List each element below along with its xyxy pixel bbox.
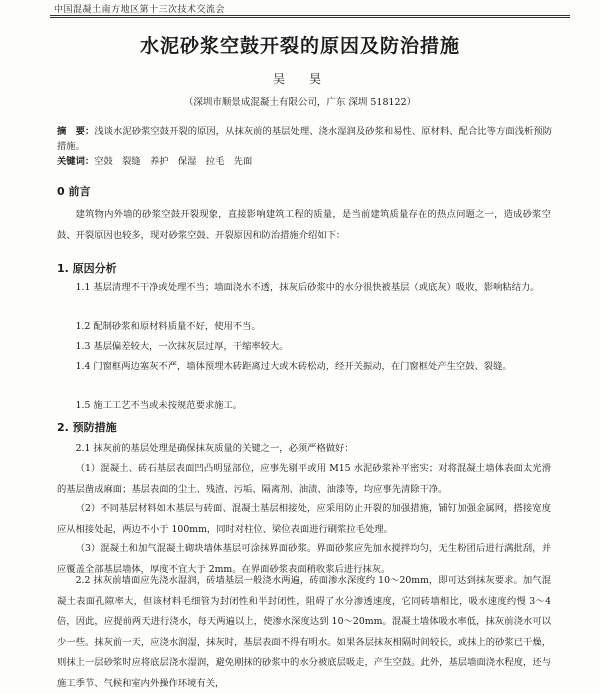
paragraph-2-1: 2.1 抹灰前的基层处理是确保抹灰质量的关键之一，必须严格做好： bbox=[75, 443, 354, 454]
paragraph-1-5: 1.5 施工工艺不当或未按规范要求施工。 bbox=[75, 400, 243, 411]
section-heading-1: 1. 原因分析 bbox=[57, 262, 117, 275]
section-heading-2: 2. 预防措施 bbox=[57, 421, 117, 434]
abstract-label: 摘 要： bbox=[57, 126, 95, 137]
paragraph-2-1-3: （3）混凝土和加气混凝土砌块墙体基层可涂抹界面砂浆。界面砂浆应先加水搅拌均匀，无生粉团后进行满批刮，并应覆盖全部基层墙体，厚度不宜大于 2mm。在界面砂浆表面稍收浆后进行抹灰。 bbox=[57, 543, 551, 575]
paper-title: 水泥砂浆空鼓开裂的原因及防治措施 bbox=[139, 35, 460, 57]
affiliation: （深圳市顺景成混凝土有限公司，广东 深圳 518122） bbox=[183, 97, 417, 108]
section-heading-0: 0 前言 bbox=[57, 185, 91, 198]
paragraph-2-2: 2.2 抹灰前墙面应先浇水湿润，砖墙基层一般浇水两遍，砖面渗水深度约 10～20mm，即可达到抹灰要求。加气混凝土表面孔隙率大，但该材料毛细管为封闭性和半封闭性，阻碍了水分渗透速度，它同砖墙相比，吸水速度约慢 3～4 倍，因此，应提前两天进行浇水，每天两遍以上，使渗水深度达到 10～20mm。混凝土墙体吸水率低，抹灰前浇水可以少一些。抹灰前一天，应浇水润湿，抹灰时，基层表面不得有明水。如果各层抹灰相隔时间较长，或抹上的砂浆已干燥，则抹上一层砂浆时应将底层浇水湿润，避免刚抹的砂浆中的水分被底层吸走，产生空鼓。此外，基层墙面浇水程度，还与施工季节、气候和室内外操作环境有关， bbox=[57, 575, 551, 689]
header-rule-double bbox=[50, 17, 570, 18]
paragraph-1-3: 1.3 基层偏差较大，一次抹灰层过厚，干缩率较大。 bbox=[75, 341, 289, 352]
paragraph-1-4: 1.4 门窗框两边塞灰不严，墙体预埋木砖距离过大或木砖松动，经开关振动，在门窗框处产生空鼓、裂缝。 bbox=[75, 361, 512, 372]
keywords-text: 空鼓 裂缝 养护 保湿 拉毛 先面 bbox=[94, 156, 253, 167]
paragraph-2-1-1: （1）混凝土、砖石基层表面凹凸明显部位，应事先剔平或用 M15 水泥砂浆补平密实；对将混凝土墙体表面太光滑的基层凿成麻面；基层表面的尘土、残渣、污垢、隔离剂、油渍、油漆等，均应事先清除干净。 bbox=[57, 463, 551, 495]
paragraph-1-2: 1.2 配制砂浆和原材料质量不好，使用不当。 bbox=[75, 321, 261, 332]
header-rule bbox=[50, 15, 570, 16]
paragraph-intro: 建筑物内外墙的砂浆空鼓开裂现象，直接影响建筑工程的质量，是当前建筑质量存在的热点问题之一，造成砂浆空鼓、开裂原因也较多，现对砂浆空鼓、开裂原因和防治措施介绍如下： bbox=[57, 209, 551, 241]
keywords bbox=[57, 153, 552, 167]
running-header: 中国混凝土南方地区第十三次技术交流会 bbox=[54, 5, 226, 15]
author: 吴 昊 bbox=[272, 72, 327, 86]
abstract bbox=[57, 124, 552, 154]
paragraph-1-1: 1.1 基层清理不干净或处理不当；墙面浇水不透，抹灰后砂浆中的水分很快被基层（或底灰）吸收，影响粘结力。 bbox=[75, 282, 540, 293]
abstract-text: 浅谈水泥砂浆空鼓开裂的原因，从抹灰前的基层处理、浇水湿润及砂浆和易性、原材料、配合比等方面浅析预防措施。 bbox=[57, 126, 552, 152]
paragraph-2-1-2: （2）不同基层材料如木基层与砖面、混凝土基层相接处，应采用防止开裂的加强措施，铺钉加强金属网，搭接宽度应从相接处起，两边不小于 100mm，同时对柱位、梁位表面进行刷浆拉毛处理。 bbox=[57, 503, 551, 535]
keywords-label: 关键词： bbox=[57, 156, 95, 167]
